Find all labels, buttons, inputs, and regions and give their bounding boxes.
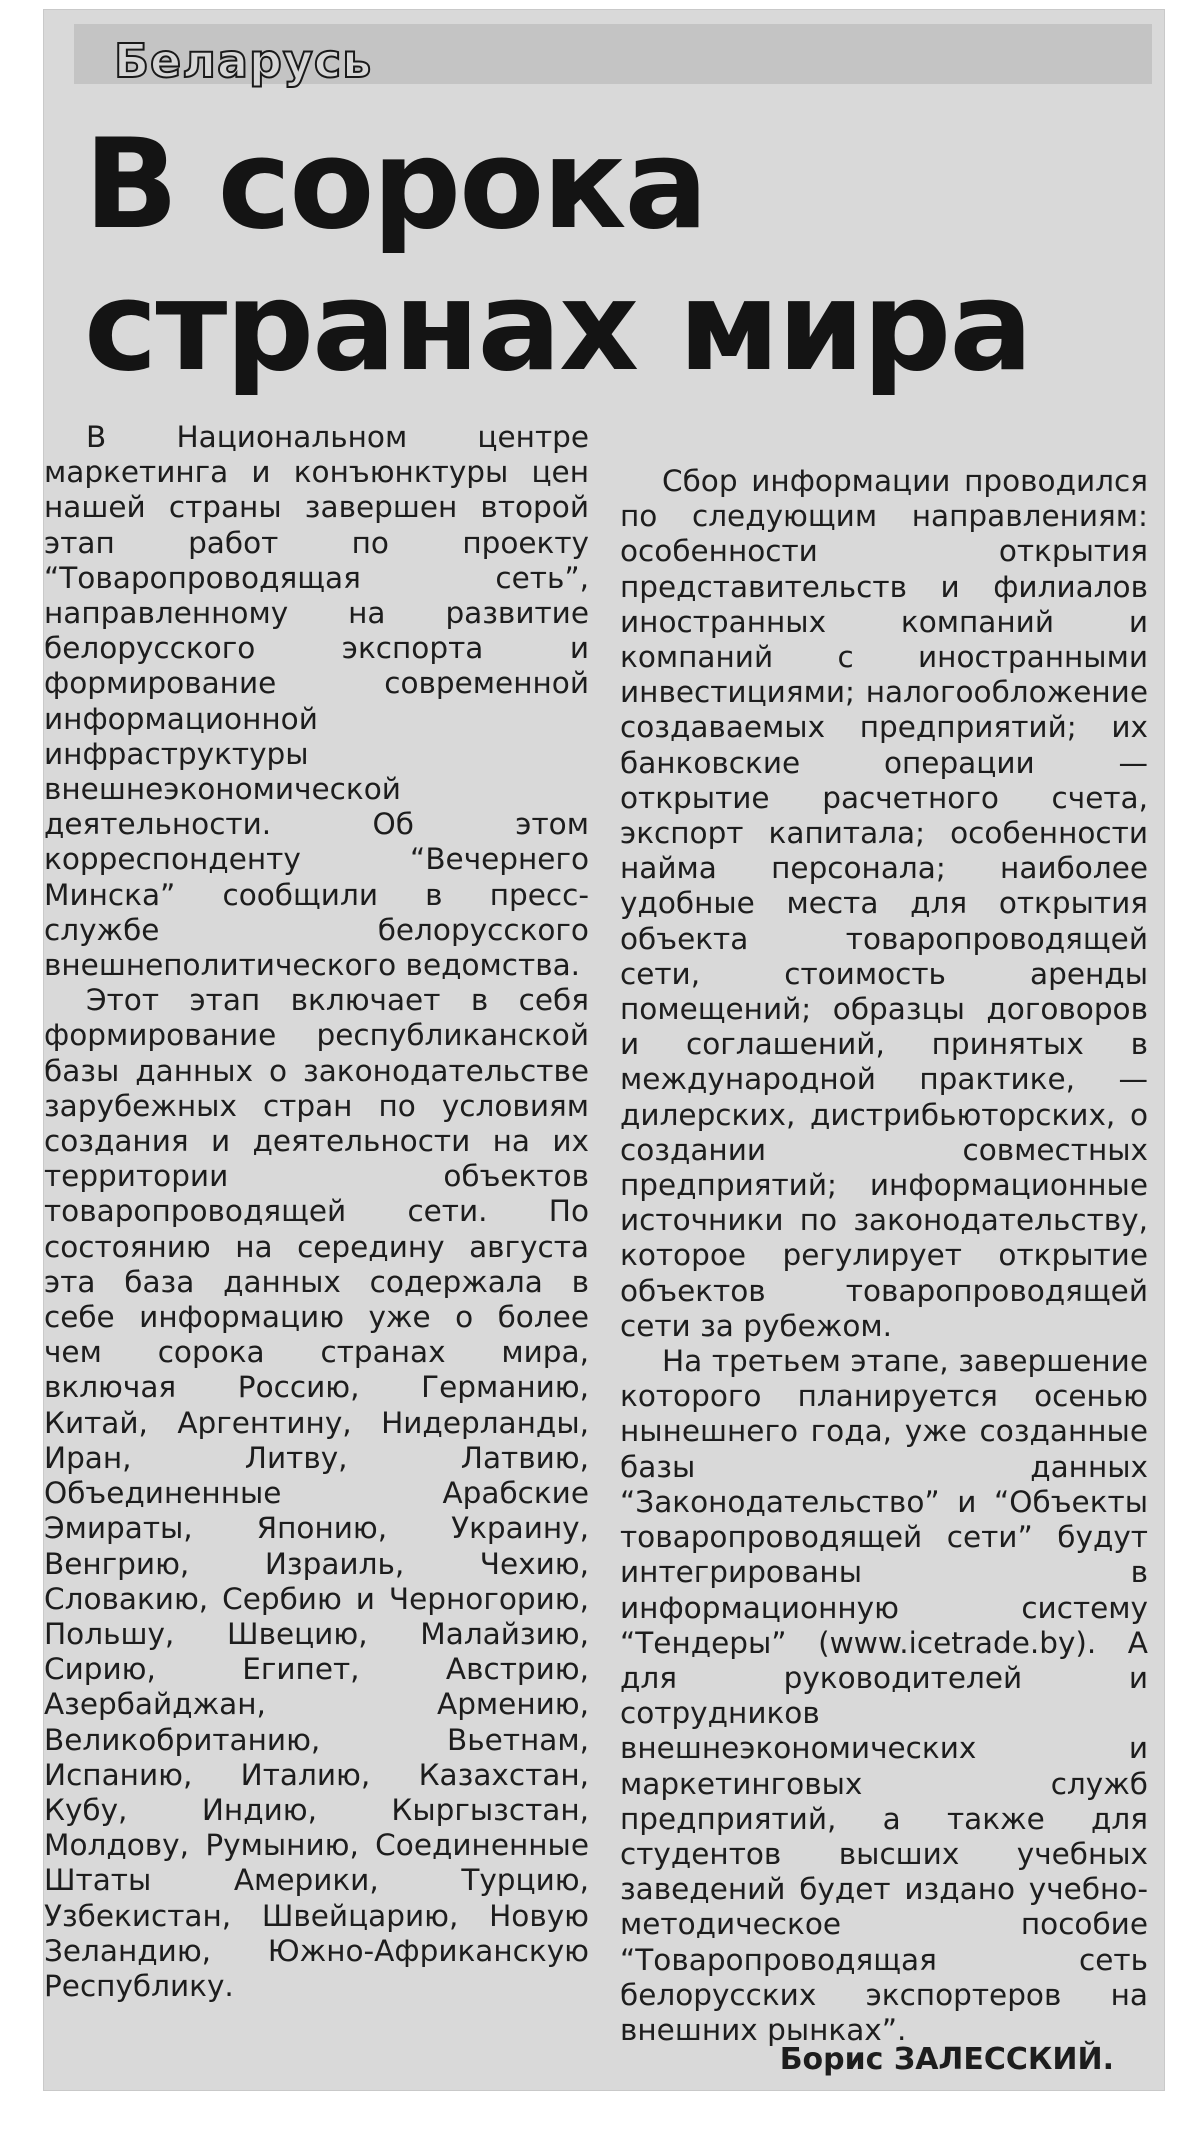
section-header-bar	[74, 24, 1152, 88]
newspaper-clipping	[44, 10, 1164, 2090]
article-column-right	[620, 464, 1148, 2048]
headline-line-1: В сорока	[84, 113, 707, 257]
article-author: Борис ЗАЛЕССКИЙ.	[779, 2042, 1114, 2077]
section-label: Беларусь	[114, 34, 373, 88]
article-paragraph-3: Сбор информации проводился по следующим направлениям: особенности открытия представительств и филиалов иностранных компаний и компаний с иностранными инвестициями; налогообложение создаваемых предприятий; их банковские операции — открытие расчетного счета, экспорт капитала; особенности найма персонала; наиболее удобные места для открытия объекта товаропроводящей сети, стоимость аренды помещений; образцы договоров и соглашений, принятых в международной практике, — дилерских, дистрибьюторских, о создании совместных предприятий; информационные источники по законодательству, которое регулирует открытие объектов товаропроводящей сети за рубежом.	[620, 464, 1148, 1343]
headline-line-2: странах мира	[84, 255, 1031, 399]
article-paragraph-4: На третьем этапе, завершение которого планируется осенью нынешнего года, уже созданные базы данных “Законодательство” и “Объекты товаропроводящей сети” будут интегрированы в информационную систему “Тендеры” (www.icetrade.by). А для руководителей и сотрудников внешнеэкономических и маркетинговых служб предприятий, а также для студентов высших учебных заведений будет издано учебно-методическое пособие “Товаропроводящая сеть белорусских экспортеров на внешних рынках”.	[620, 1344, 1148, 2047]
article-paragraph-1: В Национальном центре маркетинга и конъюнктуры цен нашей страны завершен второй этап работ по проекту “Товаропроводящая сеть”, направленному на развитие белорусского экспорта и формирование современной информационной инфраструктуры внешнеэкономической деятельности. Об этом корреспонденту “Вечернего Минска” сообщили в пресс-службе белорусского внешнеполитического ведомства.	[44, 420, 589, 983]
article-paragraph-2: Этот этап включает в себя формирование республиканской базы данных о законодательстве зарубежных стран по условиям создания и деятельности на их территории объектов товаропроводящей сети. По состоянию на середину августа эта база данных содержала в себе информацию уже о более чем сорока странах мира, включая Россию, Германию, Китай, Аргентину, Нидерланды, Иран, Литву, Латвию, Объединенные Арабские Эмираты, Японию, Украину, Венгрию, Израиль, Чехию, Словакию, Сербию и Черногорию, Польшу, Швецию, Малайзию, Сирию, Египет, Австрию, Азербайджан, Армению, Великобританию, Вьетнам, Испанию, Италию, Казахстан, Кубу, Индию, Кыргызстан, Молдову, Румынию, Соединенные Штаты Америки, Турцию, Узбекистан, Швейцарию, Новую Зеландию, Южно-Африканскую Республику.	[44, 983, 589, 2003]
article-headline	[84, 114, 1154, 398]
article-column-left	[44, 420, 589, 2004]
